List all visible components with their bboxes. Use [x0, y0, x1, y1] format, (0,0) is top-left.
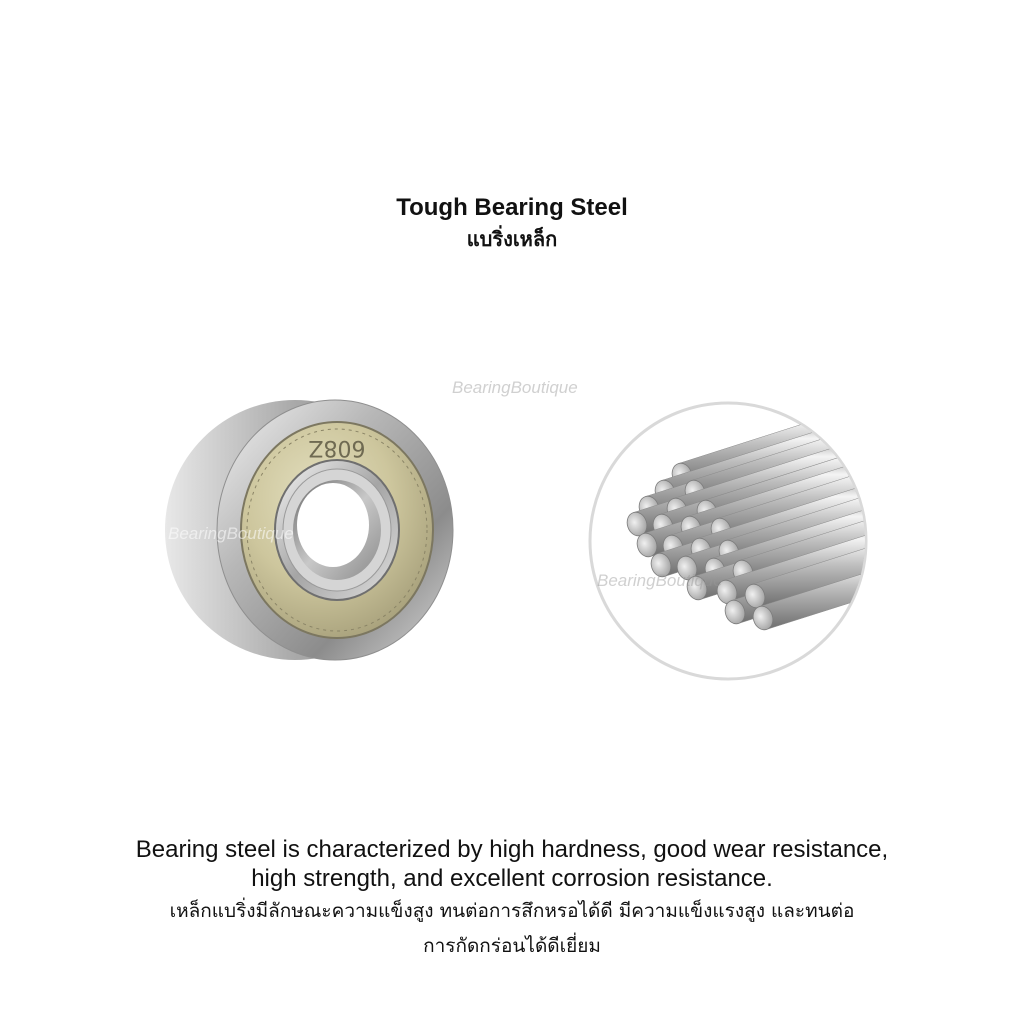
subtitle-thai: แบริ่งเหล็ก — [466, 227, 558, 251]
description-th-line-1: เหล็กแบริ่งมีลักษณะความแข็งสูง ทนต่อการสึกหรอได้ดี มีความแข็งแรงสูง และทนต่อ — [169, 900, 855, 922]
description — [0, 835, 1024, 963]
description-en-line-1: Bearing steel is characterized by high hardness, good wear resistance, — [135, 836, 889, 863]
steel-rods-image — [587, 400, 869, 682]
header — [0, 192, 1024, 254]
watermark-top: BearingBoutique — [452, 378, 578, 397]
description-en-line-2: high strength, and excellent corrosion resistance. — [251, 865, 773, 892]
bearing-marking: 608Z — [308, 435, 366, 460]
title: Tough Bearing Steel — [396, 194, 628, 221]
watermark-right: BearingBoutique — [597, 571, 723, 590]
watermark-left: BearingBoutique — [168, 524, 294, 543]
description-th-line-2: การกัดกร่อนได้ดีเยี่ยม — [423, 935, 601, 957]
